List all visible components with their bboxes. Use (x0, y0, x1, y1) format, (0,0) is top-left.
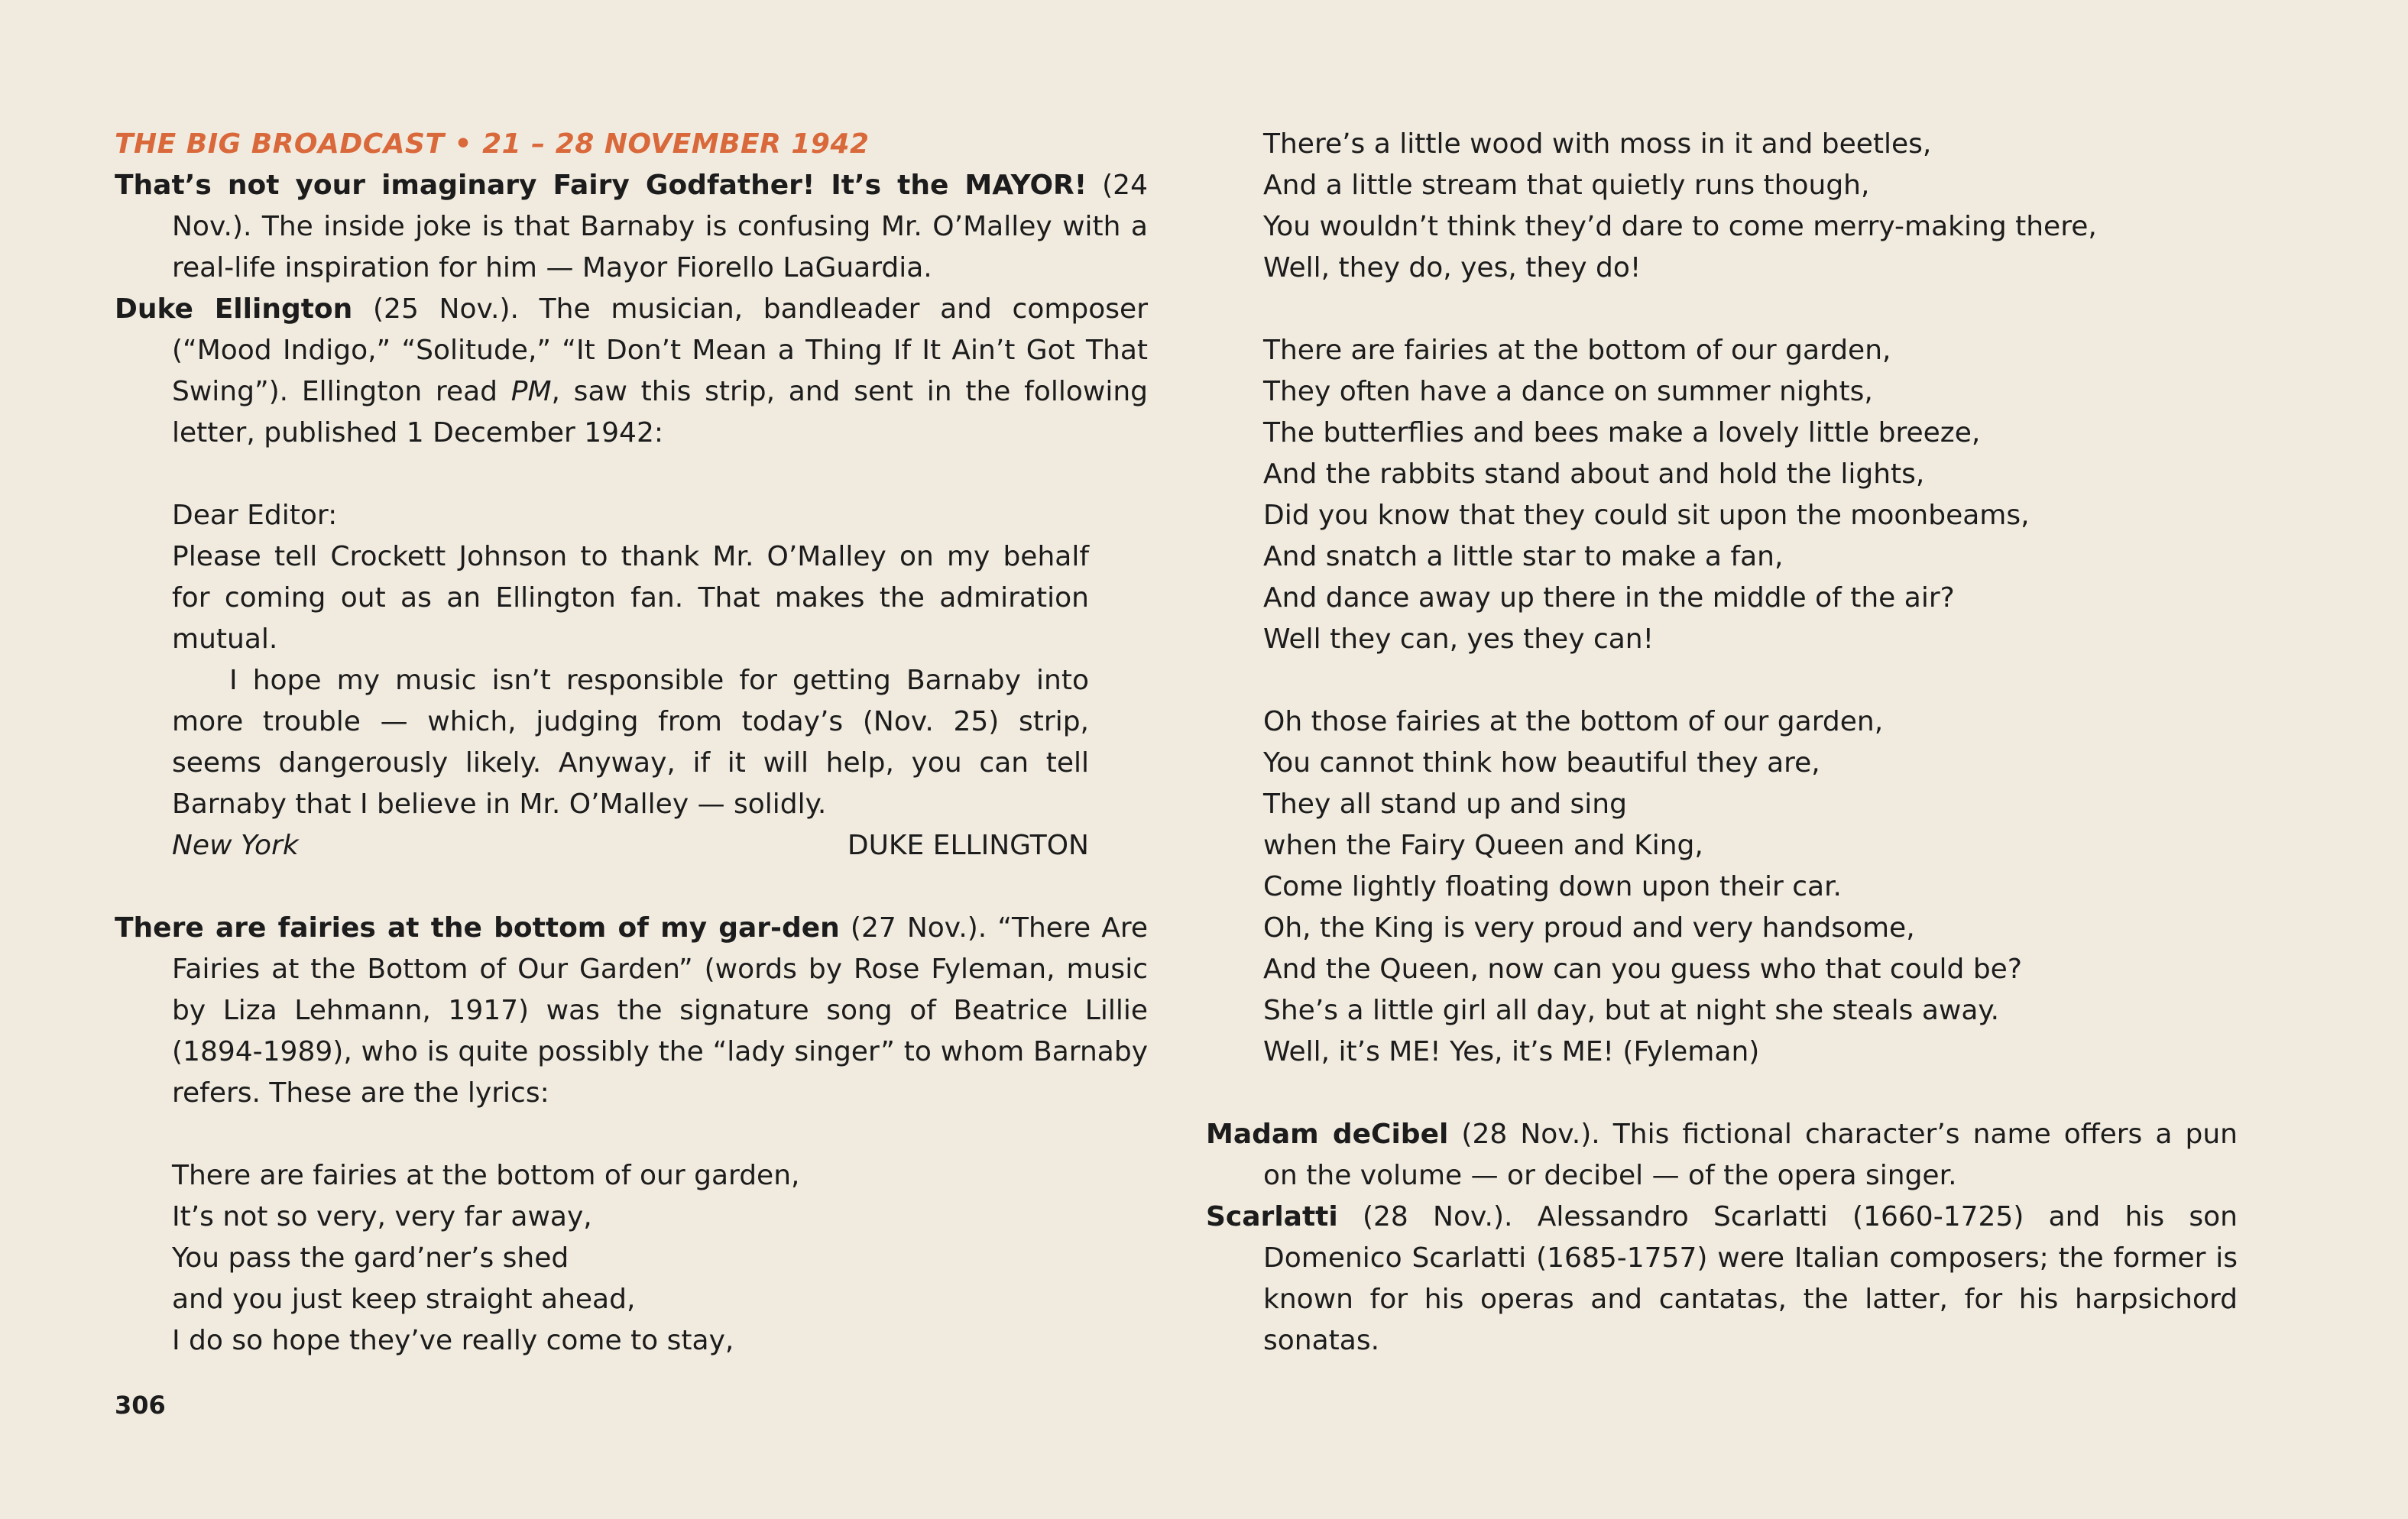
lyric-line: The butterflies and bees make a lovely little breeze, (1263, 417, 1981, 449)
lyric-line: And snatch a little star to make a fan, (1263, 541, 1784, 572)
right-column (1206, 124, 2238, 1362)
entry-text: (27 Nov.). “There Are Fairies at the Bottom of Our Garden” (words by Rose Fyleman, music by Liza Lehmann, 1917) was the signature song of Beatrice Lillie (1894-1989), who is quite possibly the “lady singer” to whom Barnaby refers. These are the lyrics: (172, 912, 1148, 1109)
lyric-line: Well, they do, yes, they do! (1263, 252, 1642, 283)
entry-ellington (115, 289, 1148, 454)
entry-text: (25 Nov.). The musician, bandleader and composer (“Mood Indigo,” “Solitude,” “It Don’t Mean a Thing If It Ain’t Got That Swing”). Ellington read (172, 293, 1148, 407)
entry-mayor (115, 165, 1148, 289)
lyric-line: There are fairies at the bottom of our garden, (1263, 335, 1891, 366)
entry-scarlatti (1206, 1197, 2238, 1362)
lyric-line: And the rabbits stand about and hold the lights, (1263, 458, 1925, 490)
lyric-line: Oh, the King is very proud and very handsome, (1263, 912, 1915, 944)
publication-name: PM (510, 376, 552, 407)
left-column (115, 124, 1148, 1362)
page-number: 306 (115, 1391, 166, 1420)
lyric-line: and you just keep straight ahead, (172, 1284, 636, 1315)
lyric-line: And dance away up there in the middle of the air? (1263, 582, 1955, 614)
lyric-line: And a little stream that quietly runs though, (1263, 170, 1870, 201)
lyric-line: It’s not so very, very far away, (172, 1201, 592, 1232)
entry-term: That’s not your imaginary Fairy Godfather! It’s the MAYOR! (115, 170, 1087, 201)
lyric-line: Come lightly floating down upon their car. (1263, 871, 1842, 902)
lyrics-left (172, 1155, 1148, 1362)
lyric-line: Oh those fairies at the bottom of our garden, (1263, 706, 1884, 737)
entry-term: Duke Ellington (115, 293, 353, 325)
letter-salutation: Dear Editor: (172, 500, 338, 531)
entry-text: (28 Nov.). This fictional character’s name offers a pun on the volume — or decibel — of the opera singer. (1263, 1119, 2238, 1191)
lyric-line: And the Queen, now can you guess who that could be? (1263, 954, 2022, 985)
letter-paragraph: I hope my music isn’t responsible for getting Barnaby into more trouble — which, judging from today’s (Nov. 25) strip, seems dangerously likely. Anyway, if it will help, you can tell Barnaby that I believe in Mr. O’Malley — solidly. (172, 665, 1089, 820)
lyric-line: You wouldn’t think they’d dare to come merry-making there, (1263, 211, 2097, 242)
letter-place: New York (172, 830, 299, 861)
letter-paragraph: Please tell Crockett Johnson to thank Mr. O’Malley on my behalf for coming out as an Ellington fan. That makes the admiration mutual. (172, 541, 1089, 655)
lyric-line: when the Fairy Queen and King, (1263, 830, 1703, 861)
ellington-letter (172, 495, 1089, 866)
entry-decibel (1206, 1114, 2238, 1197)
letter-signoff (172, 825, 1089, 866)
entry-text: (28 Nov.). Alessandro Scarlatti (1660-1725) and his son Domenico Scarlatti (1685-1757) were Italian composers; the former is known for his operas and cantatas, the latter, for his harpsichord sonatas. (1263, 1201, 2238, 1356)
lyric-line: She’s a little girl all day, but at night she steals away. (1263, 995, 2000, 1026)
entry-fairies (115, 908, 1148, 1114)
entry-term: Scarlatti (1206, 1201, 1338, 1232)
lyric-line: You cannot think how beautiful they are, (1263, 747, 1820, 779)
lyric-line: Well, it’s ME! Yes, it’s ME! (Fyleman) (1263, 1036, 1760, 1067)
lyric-line: Did you know that they could sit upon the moonbeams, (1263, 500, 2030, 531)
letter-signature: DUKE ELLINGTON (847, 830, 1089, 861)
section-header: THE BIG BROADCAST • 21 – 28 NOVEMBER 1942 (115, 128, 870, 160)
entry-text: , saw this strip, and sent in the following letter, published 1 December 1942: (172, 376, 1148, 449)
lyric-line: I do so hope they’ve really come to stay, (172, 1325, 734, 1356)
lyric-line: You pass the gard’ner’s shed (172, 1242, 569, 1274)
lyrics-right (1263, 124, 2238, 1073)
entry-term: Madam deCibel (1206, 1119, 1449, 1150)
entry-term: There are fairies at the bottom of my gar-den (115, 912, 840, 944)
lyric-line: Well they can, yes they can! (1263, 623, 1654, 655)
entry-text: (24 Nov.). The inside joke is that Barnaby is confusing Mr. O’Malley with a real-life inspiration for him — Mayor Fiorello LaGuardia. (172, 170, 1148, 283)
lyric-line: There are fairies at the bottom of our garden, (172, 1160, 800, 1191)
lyric-line: There’s a little wood with moss in it and beetles, (1263, 128, 1932, 160)
lyric-line: They often have a dance on summer nights, (1263, 376, 1873, 407)
lyric-line: They all stand up and sing (1263, 789, 1627, 820)
